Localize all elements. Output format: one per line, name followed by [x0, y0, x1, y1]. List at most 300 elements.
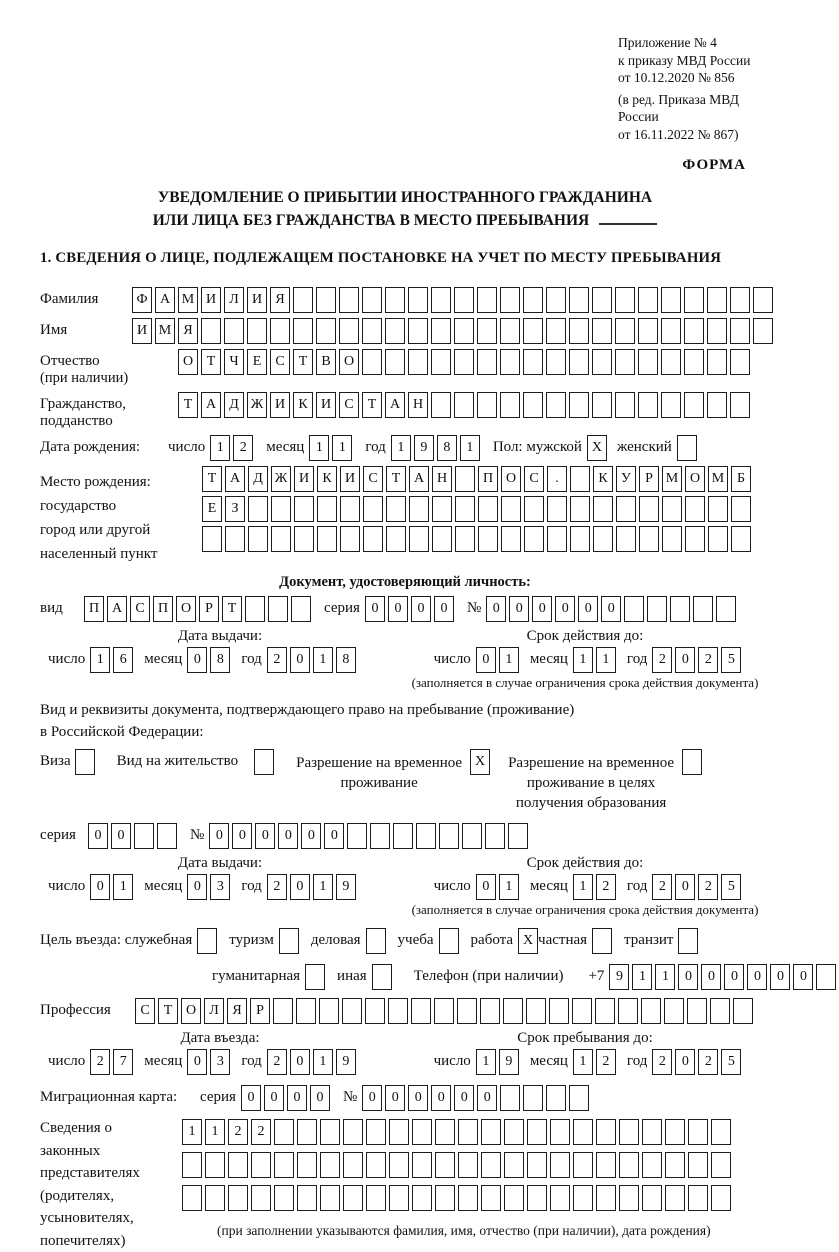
- char-cell[interactable]: [439, 823, 459, 849]
- char-cell[interactable]: [270, 318, 290, 344]
- char-cell[interactable]: М: [178, 287, 198, 313]
- char-cell[interactable]: К: [593, 466, 613, 492]
- char-cell[interactable]: 0: [532, 596, 552, 622]
- char-cell[interactable]: 0: [88, 823, 108, 849]
- char-cell[interactable]: Т: [386, 466, 406, 492]
- purpose-transit-checkbox[interactable]: [678, 928, 698, 954]
- char-cell[interactable]: [389, 1119, 409, 1145]
- char-cell[interactable]: [316, 318, 336, 344]
- char-cell[interactable]: 1: [313, 1049, 333, 1075]
- char-cell[interactable]: А: [107, 596, 127, 622]
- char-cell[interactable]: М: [662, 466, 682, 492]
- char-cell[interactable]: 0: [290, 1049, 310, 1075]
- char-cell[interactable]: 0: [678, 964, 698, 990]
- char-cell[interactable]: [688, 1185, 708, 1211]
- char-cell[interactable]: 0: [747, 964, 767, 990]
- char-cell[interactable]: Т: [201, 349, 221, 375]
- char-cell[interactable]: [670, 596, 690, 622]
- char-cell[interactable]: [458, 1185, 478, 1211]
- purpose-private-checkbox[interactable]: [592, 928, 612, 954]
- char-cell[interactable]: [134, 823, 154, 849]
- char-cell[interactable]: [619, 1119, 639, 1145]
- char-cell[interactable]: [454, 287, 474, 313]
- purpose-official-checkbox[interactable]: [197, 928, 217, 954]
- char-cell[interactable]: [707, 392, 727, 418]
- char-cell[interactable]: 0: [434, 596, 454, 622]
- char-cell[interactable]: [228, 1152, 248, 1178]
- char-cell[interactable]: [481, 1152, 501, 1178]
- char-cell[interactable]: 2: [267, 874, 287, 900]
- char-cell[interactable]: 0: [476, 874, 496, 900]
- char-cell[interactable]: К: [317, 466, 337, 492]
- char-cell[interactable]: 0: [232, 823, 252, 849]
- char-cell[interactable]: 0: [477, 1085, 497, 1111]
- char-cell[interactable]: [523, 318, 543, 344]
- temp-permit-checkbox[interactable]: X: [470, 749, 490, 775]
- char-cell[interactable]: 0: [486, 596, 506, 622]
- char-cell[interactable]: [662, 526, 682, 552]
- char-cell[interactable]: [661, 287, 681, 313]
- char-cell[interactable]: [500, 287, 520, 313]
- char-cell[interactable]: О: [181, 998, 201, 1024]
- char-cell[interactable]: [477, 349, 497, 375]
- char-cell[interactable]: 9: [414, 435, 434, 461]
- char-cell[interactable]: 0: [388, 596, 408, 622]
- char-cell[interactable]: [477, 318, 497, 344]
- char-cell[interactable]: 0: [793, 964, 813, 990]
- char-cell[interactable]: Р: [250, 998, 270, 1024]
- char-cell[interactable]: [618, 998, 638, 1024]
- char-cell[interactable]: [320, 1152, 340, 1178]
- char-cell[interactable]: 1: [499, 874, 519, 900]
- char-cell[interactable]: [592, 318, 612, 344]
- char-cell[interactable]: 0: [264, 1085, 284, 1111]
- char-cell[interactable]: [615, 392, 635, 418]
- char-cell[interactable]: [481, 1119, 501, 1145]
- char-cell[interactable]: [546, 392, 566, 418]
- char-cell[interactable]: Н: [408, 392, 428, 418]
- char-cell[interactable]: 1: [309, 435, 329, 461]
- char-cell[interactable]: [569, 349, 589, 375]
- char-cell[interactable]: [435, 1119, 455, 1145]
- char-cell[interactable]: [684, 392, 704, 418]
- char-cell[interactable]: [504, 1119, 524, 1145]
- char-cell[interactable]: [343, 1119, 363, 1145]
- char-cell[interactable]: [182, 1185, 202, 1211]
- char-cell[interactable]: [389, 1152, 409, 1178]
- char-cell[interactable]: [409, 526, 429, 552]
- char-cell[interactable]: [504, 1185, 524, 1211]
- purpose-business-checkbox[interactable]: [366, 928, 386, 954]
- char-cell[interactable]: 0: [111, 823, 131, 849]
- char-cell[interactable]: 9: [499, 1049, 519, 1075]
- char-cell[interactable]: [731, 496, 751, 522]
- char-cell[interactable]: [339, 318, 359, 344]
- char-cell[interactable]: [363, 496, 383, 522]
- char-cell[interactable]: Д: [248, 466, 268, 492]
- char-cell[interactable]: 3: [210, 1049, 230, 1075]
- char-cell[interactable]: И: [247, 287, 267, 313]
- char-cell[interactable]: [550, 1152, 570, 1178]
- char-cell[interactable]: [593, 496, 613, 522]
- char-cell[interactable]: [524, 526, 544, 552]
- char-cell[interactable]: [182, 1152, 202, 1178]
- char-cell[interactable]: [665, 1119, 685, 1145]
- char-cell[interactable]: 0: [701, 964, 721, 990]
- char-cell[interactable]: [550, 1185, 570, 1211]
- char-cell[interactable]: [596, 1152, 616, 1178]
- char-cell[interactable]: О: [685, 466, 705, 492]
- char-cell[interactable]: З: [225, 496, 245, 522]
- char-cell[interactable]: [523, 349, 543, 375]
- char-cell[interactable]: [711, 1185, 731, 1211]
- char-cell[interactable]: [412, 1119, 432, 1145]
- char-cell[interactable]: 1: [460, 435, 480, 461]
- char-cell[interactable]: 0: [675, 1049, 695, 1075]
- char-cell[interactable]: Я: [227, 998, 247, 1024]
- char-cell[interactable]: [201, 318, 221, 344]
- char-cell[interactable]: 2: [652, 647, 672, 673]
- char-cell[interactable]: [615, 318, 635, 344]
- char-cell[interactable]: 0: [290, 647, 310, 673]
- char-cell[interactable]: У: [616, 466, 636, 492]
- char-cell[interactable]: 0: [255, 823, 275, 849]
- char-cell[interactable]: [293, 287, 313, 313]
- char-cell[interactable]: А: [201, 392, 221, 418]
- char-cell[interactable]: 3: [210, 874, 230, 900]
- char-cell[interactable]: [661, 318, 681, 344]
- char-cell[interactable]: 8: [210, 647, 230, 673]
- char-cell[interactable]: [432, 496, 452, 522]
- purpose-humanitarian-checkbox[interactable]: [305, 964, 325, 990]
- char-cell[interactable]: [547, 526, 567, 552]
- char-cell[interactable]: 0: [301, 823, 321, 849]
- char-cell[interactable]: 0: [601, 596, 621, 622]
- char-cell[interactable]: [524, 496, 544, 522]
- char-cell[interactable]: Я: [178, 318, 198, 344]
- char-cell[interactable]: К: [293, 392, 313, 418]
- gender-male-checkbox[interactable]: X: [587, 435, 607, 461]
- char-cell[interactable]: [458, 1119, 478, 1145]
- char-cell[interactable]: [546, 349, 566, 375]
- char-cell[interactable]: Н: [432, 466, 452, 492]
- char-cell[interactable]: 0: [509, 596, 529, 622]
- char-cell[interactable]: [455, 466, 475, 492]
- char-cell[interactable]: С: [524, 466, 544, 492]
- char-cell[interactable]: 0: [675, 647, 695, 673]
- char-cell[interactable]: [684, 318, 704, 344]
- char-cell[interactable]: [684, 349, 704, 375]
- char-cell[interactable]: [641, 998, 661, 1024]
- char-cell[interactable]: [615, 287, 635, 313]
- char-cell[interactable]: [455, 526, 475, 552]
- char-cell[interactable]: [716, 596, 736, 622]
- char-cell[interactable]: М: [708, 466, 728, 492]
- char-cell[interactable]: [457, 998, 477, 1024]
- char-cell[interactable]: [508, 823, 528, 849]
- char-cell[interactable]: [339, 287, 359, 313]
- char-cell[interactable]: [527, 1185, 547, 1211]
- char-cell[interactable]: А: [155, 287, 175, 313]
- char-cell[interactable]: [320, 1185, 340, 1211]
- char-cell[interactable]: [342, 998, 362, 1024]
- char-cell[interactable]: [157, 823, 177, 849]
- char-cell[interactable]: С: [135, 998, 155, 1024]
- char-cell[interactable]: 1: [573, 1049, 593, 1075]
- char-cell[interactable]: 1: [210, 435, 230, 461]
- char-cell[interactable]: [228, 1185, 248, 1211]
- char-cell[interactable]: Я: [270, 287, 290, 313]
- char-cell[interactable]: [523, 1085, 543, 1111]
- char-cell[interactable]: [549, 998, 569, 1024]
- char-cell[interactable]: [320, 1119, 340, 1145]
- char-cell[interactable]: 0: [675, 874, 695, 900]
- char-cell[interactable]: [296, 998, 316, 1024]
- char-cell[interactable]: [638, 349, 658, 375]
- char-cell[interactable]: [411, 998, 431, 1024]
- char-cell[interactable]: Т: [362, 392, 382, 418]
- char-cell[interactable]: [687, 998, 707, 1024]
- char-cell[interactable]: [546, 1085, 566, 1111]
- char-cell[interactable]: 0: [187, 1049, 207, 1075]
- char-cell[interactable]: [366, 1152, 386, 1178]
- char-cell[interactable]: 0: [324, 823, 344, 849]
- char-cell[interactable]: [340, 496, 360, 522]
- char-cell[interactable]: [596, 1119, 616, 1145]
- char-cell[interactable]: 1: [332, 435, 352, 461]
- char-cell[interactable]: [616, 496, 636, 522]
- char-cell[interactable]: И: [340, 466, 360, 492]
- char-cell[interactable]: 0: [724, 964, 744, 990]
- char-cell[interactable]: 0: [365, 596, 385, 622]
- char-cell[interactable]: О: [176, 596, 196, 622]
- char-cell[interactable]: [707, 287, 727, 313]
- char-cell[interactable]: [730, 318, 750, 344]
- char-cell[interactable]: [527, 1152, 547, 1178]
- char-cell[interactable]: [291, 596, 311, 622]
- visa-checkbox[interactable]: [75, 749, 95, 775]
- char-cell[interactable]: 2: [698, 1049, 718, 1075]
- char-cell[interactable]: 2: [596, 874, 616, 900]
- char-cell[interactable]: [248, 526, 268, 552]
- char-cell[interactable]: П: [153, 596, 173, 622]
- char-cell[interactable]: А: [385, 392, 405, 418]
- gender-female-checkbox[interactable]: [677, 435, 697, 461]
- char-cell[interactable]: [343, 1185, 363, 1211]
- char-cell[interactable]: [730, 349, 750, 375]
- char-cell[interactable]: И: [294, 466, 314, 492]
- char-cell[interactable]: О: [501, 466, 521, 492]
- char-cell[interactable]: 0: [187, 647, 207, 673]
- char-cell[interactable]: [225, 526, 245, 552]
- char-cell[interactable]: [616, 526, 636, 552]
- char-cell[interactable]: 2: [233, 435, 253, 461]
- char-cell[interactable]: [647, 596, 667, 622]
- char-cell[interactable]: 6: [113, 647, 133, 673]
- char-cell[interactable]: [416, 823, 436, 849]
- char-cell[interactable]: [711, 1152, 731, 1178]
- char-cell[interactable]: [485, 823, 505, 849]
- char-cell[interactable]: 1: [573, 647, 593, 673]
- char-cell[interactable]: 0: [454, 1085, 474, 1111]
- char-cell[interactable]: 5: [721, 647, 741, 673]
- char-cell[interactable]: 5: [721, 1049, 741, 1075]
- purpose-other-checkbox[interactable]: [372, 964, 392, 990]
- char-cell[interactable]: Л: [224, 287, 244, 313]
- char-cell[interactable]: С: [270, 349, 290, 375]
- char-cell[interactable]: 0: [385, 1085, 405, 1111]
- char-cell[interactable]: [685, 526, 705, 552]
- char-cell[interactable]: 2: [228, 1119, 248, 1145]
- char-cell[interactable]: [297, 1119, 317, 1145]
- char-cell[interactable]: [271, 496, 291, 522]
- char-cell[interactable]: [202, 526, 222, 552]
- char-cell[interactable]: 0: [362, 1085, 382, 1111]
- char-cell[interactable]: И: [316, 392, 336, 418]
- char-cell[interactable]: [251, 1185, 271, 1211]
- char-cell[interactable]: [500, 349, 520, 375]
- edu-permit-checkbox[interactable]: [682, 749, 702, 775]
- char-cell[interactable]: О: [178, 349, 198, 375]
- char-cell[interactable]: 0: [310, 1085, 330, 1111]
- char-cell[interactable]: [688, 1119, 708, 1145]
- char-cell[interactable]: 2: [698, 874, 718, 900]
- char-cell[interactable]: [730, 392, 750, 418]
- char-cell[interactable]: 8: [437, 435, 457, 461]
- char-cell[interactable]: [733, 998, 753, 1024]
- char-cell[interactable]: 0: [578, 596, 598, 622]
- char-cell[interactable]: [297, 1185, 317, 1211]
- char-cell[interactable]: 1: [313, 874, 333, 900]
- char-cell[interactable]: [365, 998, 385, 1024]
- char-cell[interactable]: [408, 318, 428, 344]
- char-cell[interactable]: 0: [278, 823, 298, 849]
- char-cell[interactable]: 0: [287, 1085, 307, 1111]
- char-cell[interactable]: 1: [476, 1049, 496, 1075]
- char-cell[interactable]: [454, 392, 474, 418]
- char-cell[interactable]: 9: [336, 874, 356, 900]
- char-cell[interactable]: [708, 526, 728, 552]
- char-cell[interactable]: [408, 287, 428, 313]
- char-cell[interactable]: 0: [241, 1085, 261, 1111]
- char-cell[interactable]: [248, 496, 268, 522]
- char-cell[interactable]: [710, 998, 730, 1024]
- char-cell[interactable]: 2: [251, 1119, 271, 1145]
- char-cell[interactable]: 0: [411, 596, 431, 622]
- char-cell[interactable]: [596, 1185, 616, 1211]
- char-cell[interactable]: [347, 823, 367, 849]
- char-cell[interactable]: [570, 496, 590, 522]
- char-cell[interactable]: [500, 392, 520, 418]
- char-cell[interactable]: Т: [202, 466, 222, 492]
- char-cell[interactable]: [343, 1152, 363, 1178]
- char-cell[interactable]: 1: [596, 647, 616, 673]
- char-cell[interactable]: [707, 349, 727, 375]
- char-cell[interactable]: [753, 318, 773, 344]
- char-cell[interactable]: С: [339, 392, 359, 418]
- char-cell[interactable]: [638, 318, 658, 344]
- char-cell[interactable]: Т: [158, 998, 178, 1024]
- char-cell[interactable]: 0: [90, 874, 110, 900]
- char-cell[interactable]: [572, 998, 592, 1024]
- char-cell[interactable]: [711, 1119, 731, 1145]
- char-cell[interactable]: [317, 496, 337, 522]
- char-cell[interactable]: [480, 998, 500, 1024]
- char-cell[interactable]: И: [132, 318, 152, 344]
- char-cell[interactable]: [273, 998, 293, 1024]
- char-cell[interactable]: 1: [113, 874, 133, 900]
- char-cell[interactable]: [454, 349, 474, 375]
- char-cell[interactable]: [431, 318, 451, 344]
- char-cell[interactable]: 9: [609, 964, 629, 990]
- char-cell[interactable]: [573, 1185, 593, 1211]
- char-cell[interactable]: [569, 287, 589, 313]
- char-cell[interactable]: М: [155, 318, 175, 344]
- char-cell[interactable]: 0: [770, 964, 790, 990]
- char-cell[interactable]: [619, 1152, 639, 1178]
- char-cell[interactable]: С: [130, 596, 150, 622]
- char-cell[interactable]: Ж: [247, 392, 267, 418]
- char-cell[interactable]: Ф: [132, 287, 152, 313]
- char-cell[interactable]: 7: [113, 1049, 133, 1075]
- char-cell[interactable]: [432, 526, 452, 552]
- char-cell[interactable]: .: [547, 466, 567, 492]
- char-cell[interactable]: [504, 1152, 524, 1178]
- char-cell[interactable]: [546, 318, 566, 344]
- char-cell[interactable]: 1: [90, 647, 110, 673]
- char-cell[interactable]: [370, 823, 390, 849]
- char-cell[interactable]: [316, 287, 336, 313]
- char-cell[interactable]: [662, 496, 682, 522]
- char-cell[interactable]: [274, 1185, 294, 1211]
- char-cell[interactable]: [385, 349, 405, 375]
- char-cell[interactable]: 1: [313, 647, 333, 673]
- char-cell[interactable]: 1: [655, 964, 675, 990]
- char-cell[interactable]: [526, 998, 546, 1024]
- char-cell[interactable]: Е: [202, 496, 222, 522]
- char-cell[interactable]: В: [316, 349, 336, 375]
- char-cell[interactable]: [455, 496, 475, 522]
- char-cell[interactable]: 1: [499, 647, 519, 673]
- char-cell[interactable]: [816, 964, 836, 990]
- char-cell[interactable]: П: [478, 466, 498, 492]
- char-cell[interactable]: [684, 287, 704, 313]
- char-cell[interactable]: 2: [652, 874, 672, 900]
- purpose-work-checkbox[interactable]: X: [518, 928, 538, 954]
- char-cell[interactable]: 0: [476, 647, 496, 673]
- char-cell[interactable]: [274, 1119, 294, 1145]
- purpose-tourism-checkbox[interactable]: [279, 928, 299, 954]
- char-cell[interactable]: [642, 1119, 662, 1145]
- char-cell[interactable]: 2: [267, 1049, 287, 1075]
- char-cell[interactable]: [593, 526, 613, 552]
- char-cell[interactable]: [385, 318, 405, 344]
- char-cell[interactable]: Д: [224, 392, 244, 418]
- char-cell[interactable]: 2: [267, 647, 287, 673]
- char-cell[interactable]: [477, 392, 497, 418]
- char-cell[interactable]: [501, 496, 521, 522]
- char-cell[interactable]: [297, 1152, 317, 1178]
- char-cell[interactable]: [251, 1152, 271, 1178]
- char-cell[interactable]: О: [339, 349, 359, 375]
- char-cell[interactable]: [412, 1152, 432, 1178]
- char-cell[interactable]: [477, 287, 497, 313]
- char-cell[interactable]: [268, 596, 288, 622]
- char-cell[interactable]: [708, 496, 728, 522]
- char-cell[interactable]: [573, 1119, 593, 1145]
- char-cell[interactable]: [478, 526, 498, 552]
- char-cell[interactable]: [245, 596, 265, 622]
